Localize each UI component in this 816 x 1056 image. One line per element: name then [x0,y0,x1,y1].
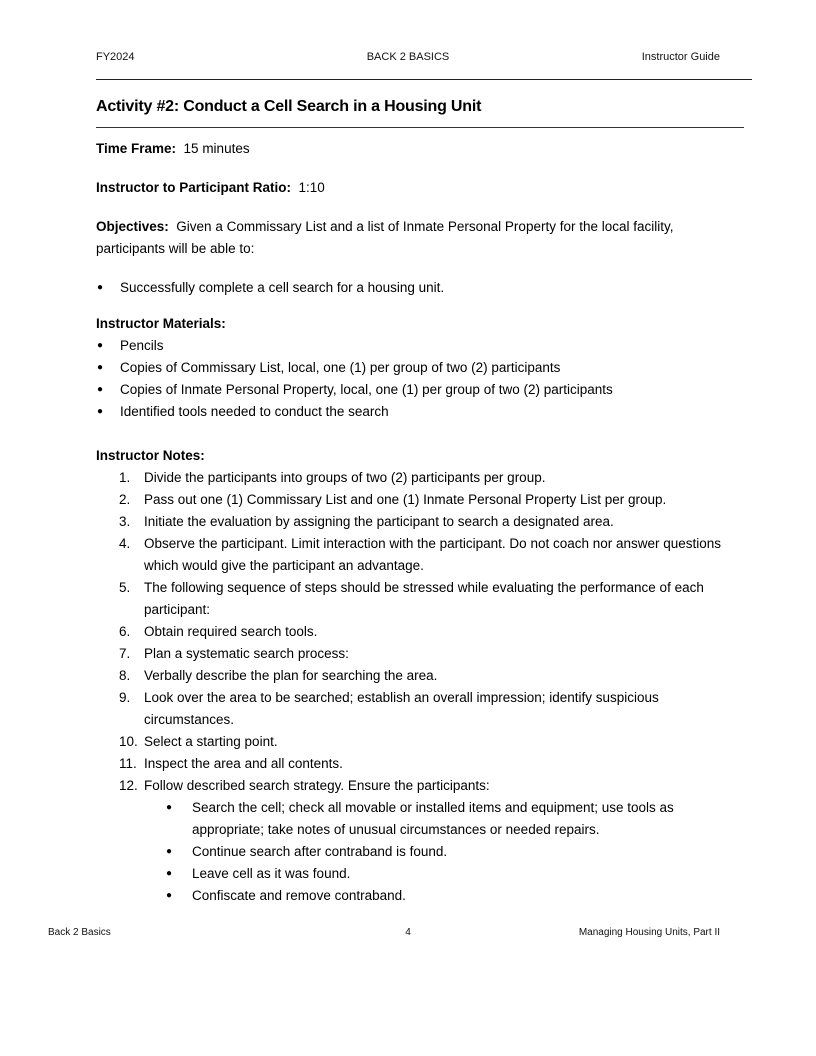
materials-list [96,335,736,423]
list-item: ● Continue search after contraband is found. [166,841,736,863]
list-item: 8. Verbally describe the plan for searching the area. [119,668,438,683]
list-item: 10. Select a starting point. [119,734,278,749]
list-item: 2. Pass out one (1) Commissary List and one (1) Inmate Personal Property List per group. [119,492,667,507]
bullet-icon: ● [97,282,104,293]
objectives [96,216,736,260]
notes-list [96,467,736,907]
objectives-text: Given a Commissary List and a list of Inmate Personal Property for the local facility, participants will be able to: [96,219,674,256]
bullet-icon: ● [97,340,104,351]
list-item: ● Confiscate and remove contraband. [166,885,736,907]
bullet-icon: ● [166,802,173,813]
activity-body [96,138,736,907]
list-item: ● Copies of Inmate Personal Property, local, one (1) per group of two (2) participants [96,379,736,401]
time-frame-label: Time Frame: [96,141,177,156]
list-item: ● Leave cell as it was found. [166,863,736,885]
materials-heading: Instructor Materials: [96,316,226,331]
footer-module-title: Managing Housing Units, Part II [578,927,720,938]
list-item: 12. Follow described search strategy. Ensure the participants: ● Search the cell; check all movable or installed items and equipment; use tools as appropriate; take notes of unusual circumstances or needed repairs. ● Continue search after contraband is found. ● Leave cell as it was found. ● Confiscate and remove contraband. [119,775,736,907]
list-item: ● Search the cell; check all movable or installed items and equipment; use tools as appropriate; take notes of unusual circumstances or needed repairs. [166,797,736,841]
list-item: 1. Divide the participants into groups of two (2) participants per group. [119,470,546,485]
time-frame-value: 15 minutes [183,141,250,156]
bullet-icon: ● [97,406,104,417]
time-frame [96,138,736,160]
bullet-icon: ● [166,868,173,879]
notes-heading: Instructor Notes: [96,448,205,463]
header-fiscal-year: FY2024 [96,51,135,63]
list-item: ● Successfully complete a cell search for a housing unit. [96,277,736,299]
list-item: 11. Inspect the area and all contents. [119,756,343,771]
ratio-value: 1:10 [298,180,325,195]
list-item: 5. The following sequence of steps should be stressed while evaluating the performance of each participant: [119,580,704,617]
list-item: ● Identified tools needed to conduct the search [96,401,736,423]
page-number: 4 [405,927,411,938]
objectives-list [96,277,736,299]
header-guide-type: Instructor Guide [641,51,720,63]
list-item: 9. Look over the area to be searched; establish an overall impression; identify suspicious circumstances. [119,690,659,727]
list-item: 6. Obtain required search tools. [119,624,318,639]
title-divider [96,127,744,128]
ratio-label: Instructor to Participant Ratio: [96,180,292,195]
header-divider [96,79,752,80]
header-program-name: BACK 2 BASICS [366,51,450,63]
bullet-icon: ● [166,890,173,901]
activity-title: Activity #2: Conduct a Cell Search in a Housing Unit [96,98,482,115]
footer-program-name: Back 2 Basics [48,927,111,938]
objectives-label: Objectives: [96,219,169,234]
list-item: 7. Plan a systematic search process: [119,646,349,661]
bullet-icon: ● [97,384,104,395]
bullet-icon: ● [97,362,104,373]
bullet-icon: ● [166,846,173,857]
list-item: ● Pencils [96,335,736,357]
list-item: 4. Observe the participant. Limit interaction with the participant. Do not coach nor answer questions which would give the participant an advantage. [119,536,722,573]
participant-ratio [96,177,736,199]
list-item: 3. Initiate the evaluation by assigning the participant to search a designated area. [119,514,614,529]
list-item: ● Copies of Commissary List, local, one (1) per group of two (2) participants [96,357,736,379]
search-strategy-list [144,797,736,907]
